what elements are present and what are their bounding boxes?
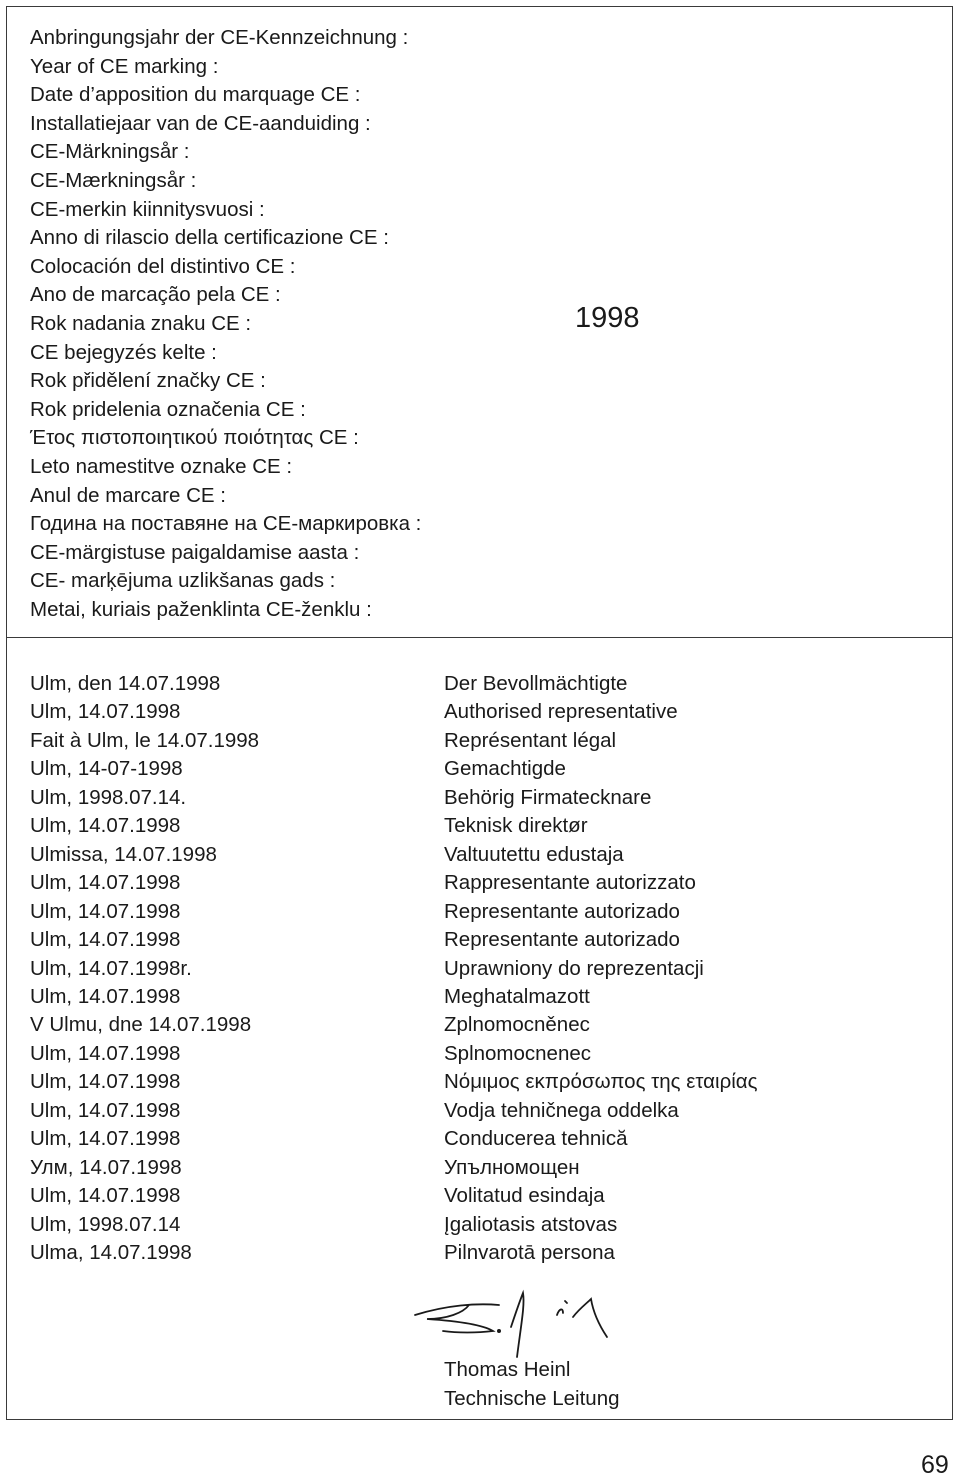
ce-marking-label: Rok nadania znaku CE :	[30, 311, 252, 335]
ce-marking-label: Ano de marcação pela CE :	[30, 283, 281, 307]
representative-item: Νόμιμος εκπρόσωπος της εταιρίας	[444, 1070, 758, 1094]
ce-marking-label: Anul de marcare CE :	[30, 483, 226, 507]
section-divider	[7, 637, 952, 638]
place-date-item: Ulm, den 14.07.1998	[30, 672, 221, 695]
representative-item: Behörig Firmatecknare	[444, 785, 652, 809]
representative-item: Uprawniony do reprezentacji	[444, 956, 704, 980]
place-date-item: Ulm, 14.07.1998	[30, 899, 181, 923]
representative-item: Authorised representative	[444, 700, 678, 724]
place-date-item: Улм, 14.07.1998	[30, 1155, 182, 1179]
ce-marking-label: Anno di rilascio della certificazione CE :	[30, 226, 389, 250]
place-date-item: Ulm, 14.07.1998	[30, 814, 181, 838]
representative-item: Representante autorizado	[444, 899, 680, 923]
place-date-item: Ulma, 14.07.1998	[30, 1241, 192, 1265]
place-date-item: Ulm, 14.07.1998	[30, 984, 181, 1008]
place-date-column	[30, 670, 259, 1268]
ce-marking-label: Rok přidělení značky CE :	[30, 369, 266, 393]
place-date-item: Ulm, 14.07.1998	[30, 1041, 181, 1065]
ce-marking-label: Έτος πιστοποιητικού ποιότητας CE :	[30, 426, 359, 450]
signer-name: Thomas Heinl	[444, 1358, 571, 1381]
ce-marking-label: Year of CE marking :	[30, 54, 219, 78]
page-number: 69	[921, 1451, 949, 1479]
place-date-item: Ulm, 14.07.1998	[30, 1070, 181, 1094]
ce-marking-label: CE-märgistuse paigaldamise aasta :	[30, 540, 360, 564]
representative-item: Pilnvarotā persona	[444, 1241, 615, 1265]
representative-item: Meghatalmazott	[444, 984, 590, 1008]
ce-marking-label: CE-Mærkningsår :	[30, 168, 197, 192]
place-date-item: Ulm, 14.07.1998	[30, 1098, 181, 1122]
place-date-item: Ulm, 14.07.1998	[30, 928, 181, 952]
place-date-item: Ulm, 14.07.1998	[30, 1184, 181, 1208]
place-date-item: Ulm, 14.07.1998	[30, 871, 181, 895]
place-date-item: Ulm, 1998.07.14	[30, 1212, 181, 1236]
representative-column	[444, 670, 758, 1268]
ce-marking-label: Date d’apposition du marquage CE :	[30, 83, 361, 107]
ce-marking-label: CE-merkin kiinnitysvuosi :	[30, 197, 265, 221]
ce-marking-label: Leto namestitve oznake CE :	[30, 454, 293, 478]
ce-marking-label: Година на поставяне на CE-маркировка :	[30, 512, 422, 536]
ce-marking-label: CE bejegyzés kelte :	[30, 340, 217, 364]
representative-item: Įgaliotasis atstovas	[444, 1212, 618, 1236]
ce-marking-label: Metai, kuriais paženklinta CE-ženklu :	[30, 597, 372, 621]
ce-marking-label: Installatiejaar van de CE-aanduiding :	[30, 111, 371, 135]
representative-item: Teknisk direktør	[444, 814, 588, 838]
ce-marking-label: CE-Märkningsår :	[30, 140, 190, 164]
representative-item: Rappresentante autorizzato	[444, 871, 696, 895]
place-date-item: Ulm, 14.07.1998r.	[30, 956, 192, 980]
place-date-item: V Ulmu, dne 14.07.1998	[30, 1013, 252, 1037]
handwritten-signature	[407, 1285, 612, 1360]
representative-item: Représentant légal	[444, 728, 617, 752]
place-date-item: Ulmissa, 14.07.1998	[30, 842, 217, 866]
declaration-frame	[6, 6, 953, 1420]
representative-item: Vodja tehničnega oddelka	[444, 1098, 679, 1122]
ce-marking-year: 1998	[575, 302, 640, 334]
place-date-item: Ulm, 14.07.1998	[30, 700, 181, 724]
ce-marking-year-labels	[30, 24, 421, 624]
representative-item: Conducerea tehnică	[444, 1127, 628, 1151]
signer-title: Technische Leitung	[444, 1386, 620, 1410]
place-date-item: Fait à Ulm, le 14.07.1998	[30, 728, 260, 752]
ce-marking-label: Rok pridelenia označenia CE :	[30, 397, 306, 421]
place-date-item: Ulm, 14-07-1998	[30, 757, 183, 781]
representative-item: Zplnomocněnec	[444, 1013, 590, 1037]
representative-item: Упълномощен	[444, 1155, 580, 1179]
ce-marking-label: Colocación del distintivo CE :	[30, 254, 296, 278]
ce-marking-label: CE- marķējuma uzlikšanas gads :	[30, 569, 336, 593]
place-date-item: Ulm, 1998.07.14.	[30, 785, 187, 809]
representative-item: Valtuutettu edustaja	[444, 842, 624, 866]
representative-item: Splnomocnenec	[444, 1041, 592, 1065]
ce-marking-label: Anbringungsjahr der CE-Kennzeichnung :	[30, 26, 409, 49]
place-date-item: Ulm, 14.07.1998	[30, 1127, 181, 1151]
representative-item: Volitatud esindaja	[444, 1184, 605, 1208]
signer-block	[444, 1356, 620, 1413]
representative-item: Representante autorizado	[444, 928, 680, 952]
representative-item: Der Bevollmächtigte	[444, 672, 628, 695]
representative-item: Gemachtigde	[444, 757, 566, 781]
